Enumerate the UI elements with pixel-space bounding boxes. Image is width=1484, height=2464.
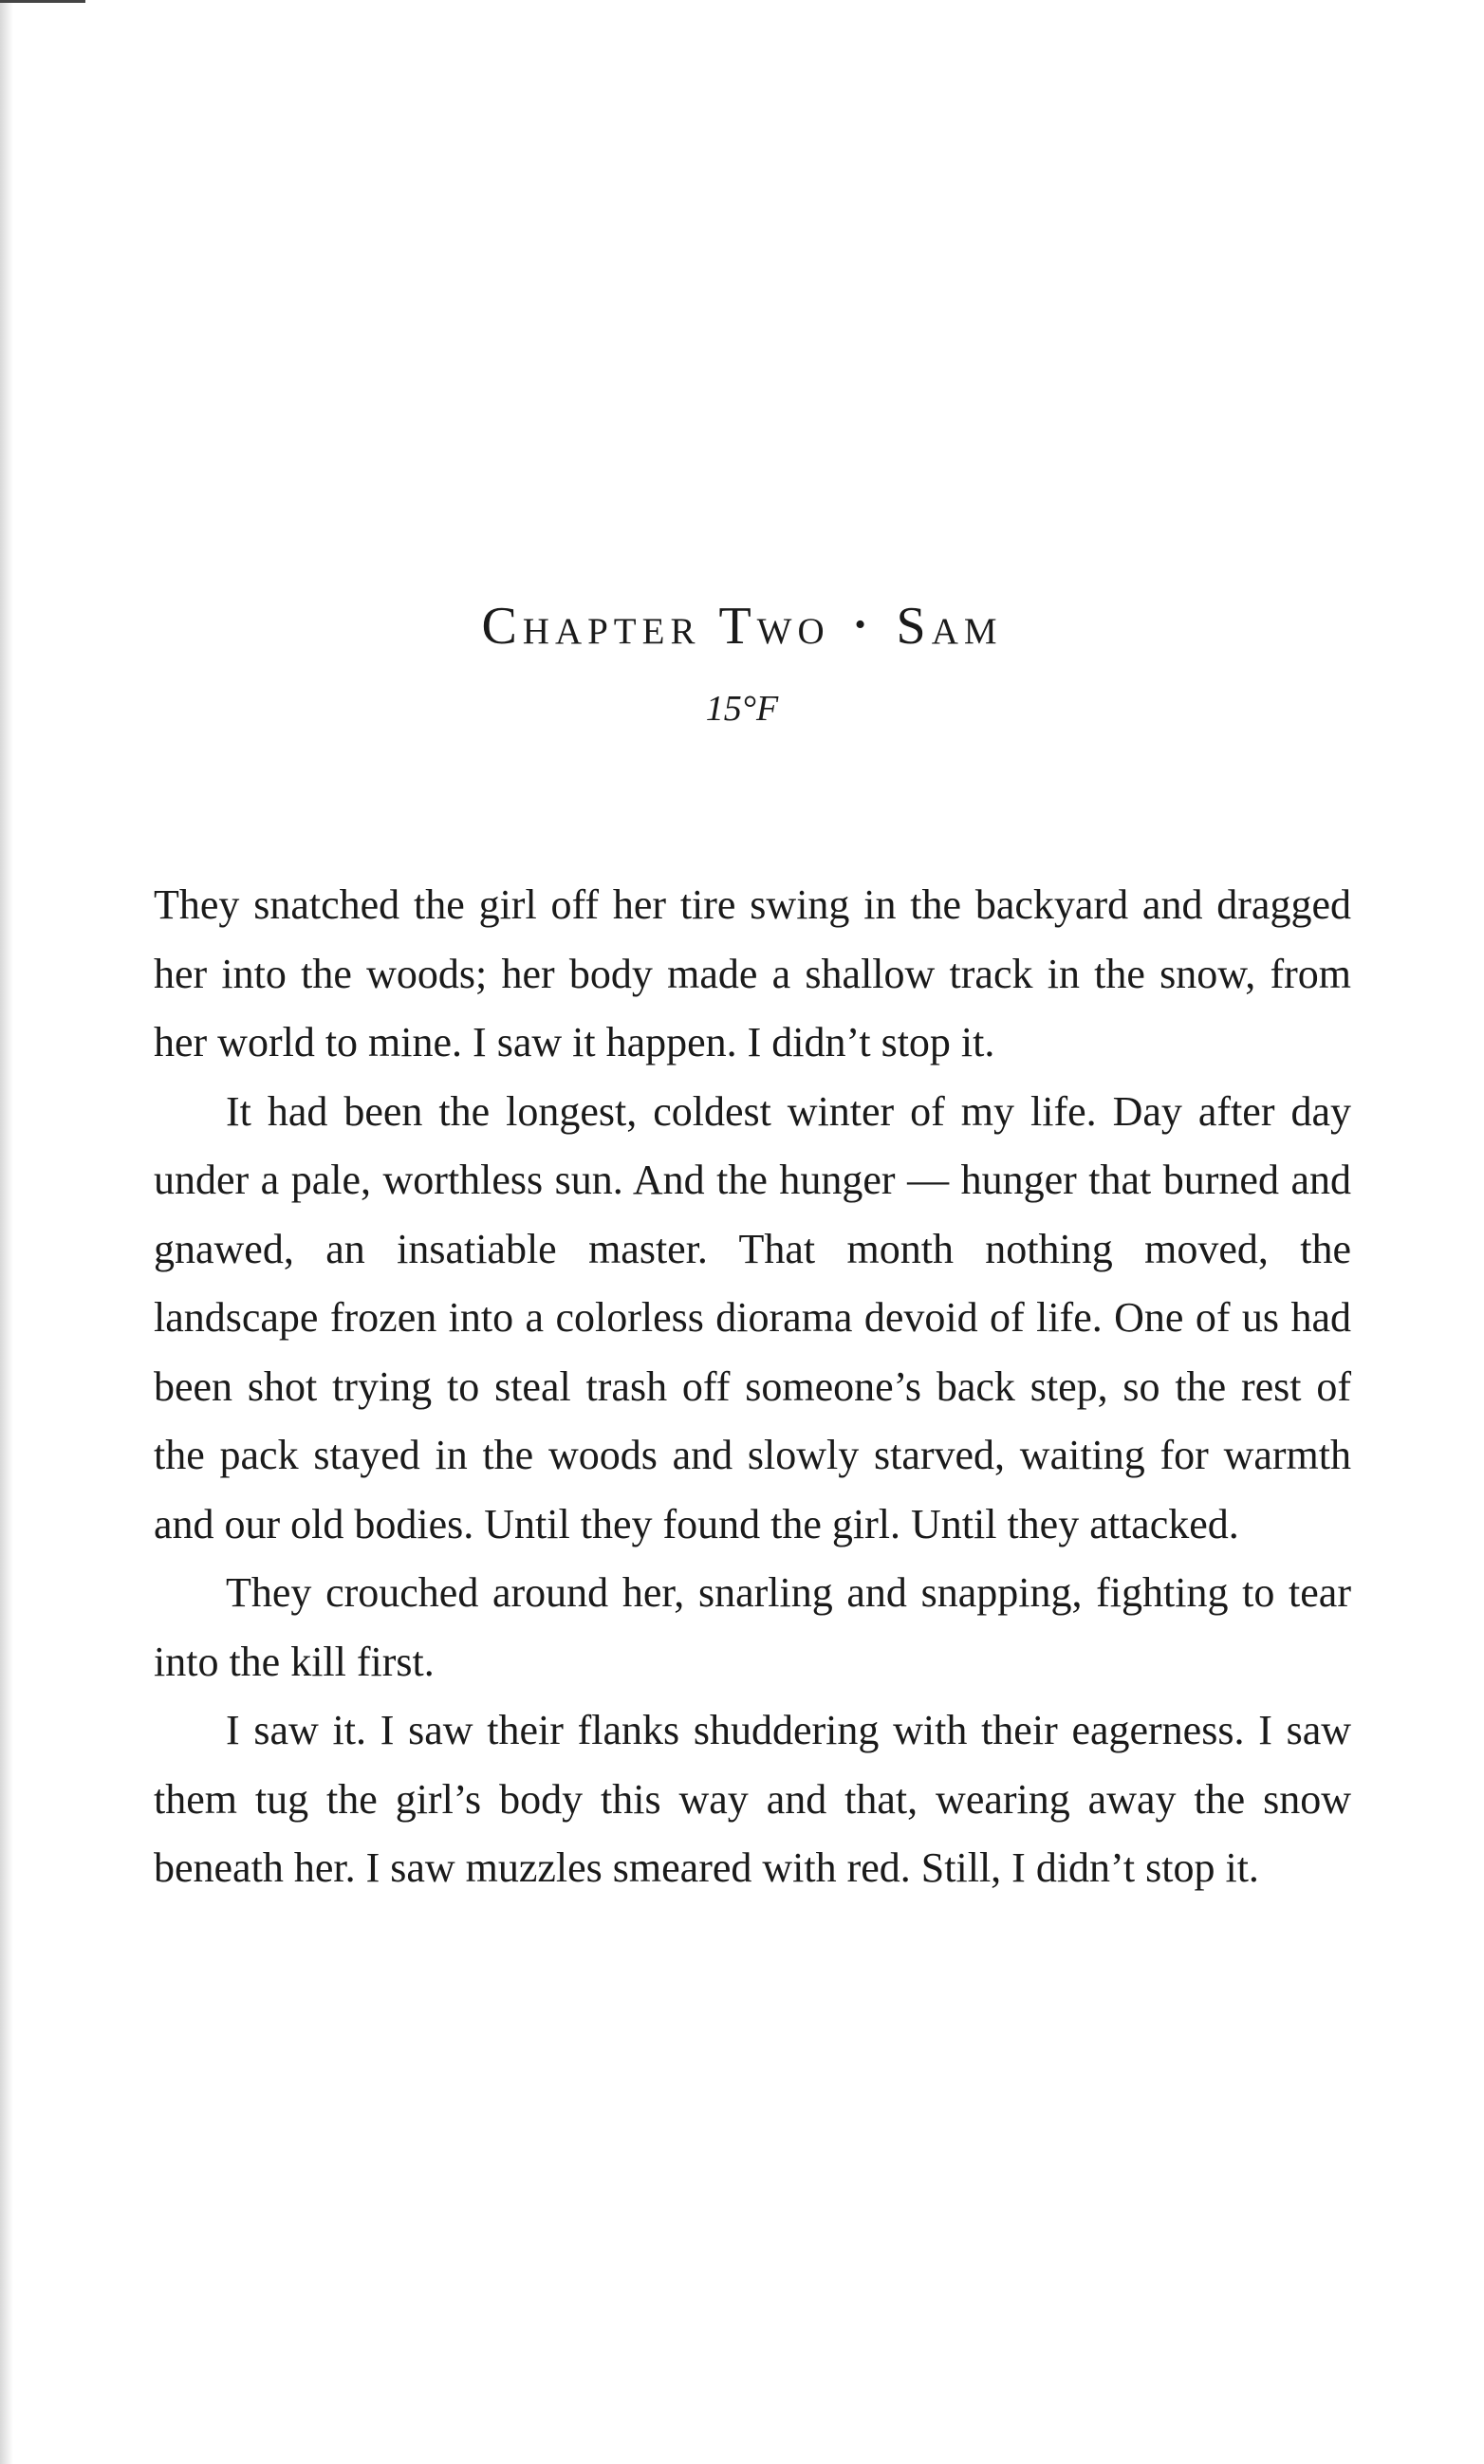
heading-separator: •	[854, 607, 872, 643]
chapter-number: Chapter Two	[481, 597, 830, 656]
chapter-body	[154, 871, 1351, 1903]
chapter-heading	[0, 597, 1484, 656]
paragraph-3: They crouched around her, snarling and snapping, fighting to tear into the kill first.	[154, 1569, 1351, 1685]
scan-corner-mark	[0, 0, 85, 3]
paragraph-4: I saw it. I saw their flanks shuddering with their eagerness. I saw them tug the girl’s body this way and that, wearing away the snow beneath her. I saw muzzles smeared with red. Still, I didn’t stop it.	[154, 1707, 1351, 1891]
paragraph-1: They snatched the girl off her tire swing in the backyard and dragged her into the woods; her body made a shallow track in the snow, from her world to mine. I saw it happen. I didn’t stop it.	[154, 881, 1351, 1065]
chapter-temperature: 15°F	[705, 689, 779, 729]
page-edge-shadow	[0, 0, 13, 2464]
chapter-narrator: Sam	[896, 597, 1003, 656]
paragraph-2: It had been the longest, coldest winter of my life. Day after day under a pale, worthless sun. And the hunger — hunger that burned and gnawed, an insatiable master. That month nothing moved, the landscape frozen into a colorless diorama devoid of life. One of us had been shot trying to steal trash off someone’s back step, so the rest of the pack stayed in the woods and slowly starved, waiting for warmth and our old bodies. Until they found the girl. Until they attacked.	[154, 1087, 1351, 1547]
